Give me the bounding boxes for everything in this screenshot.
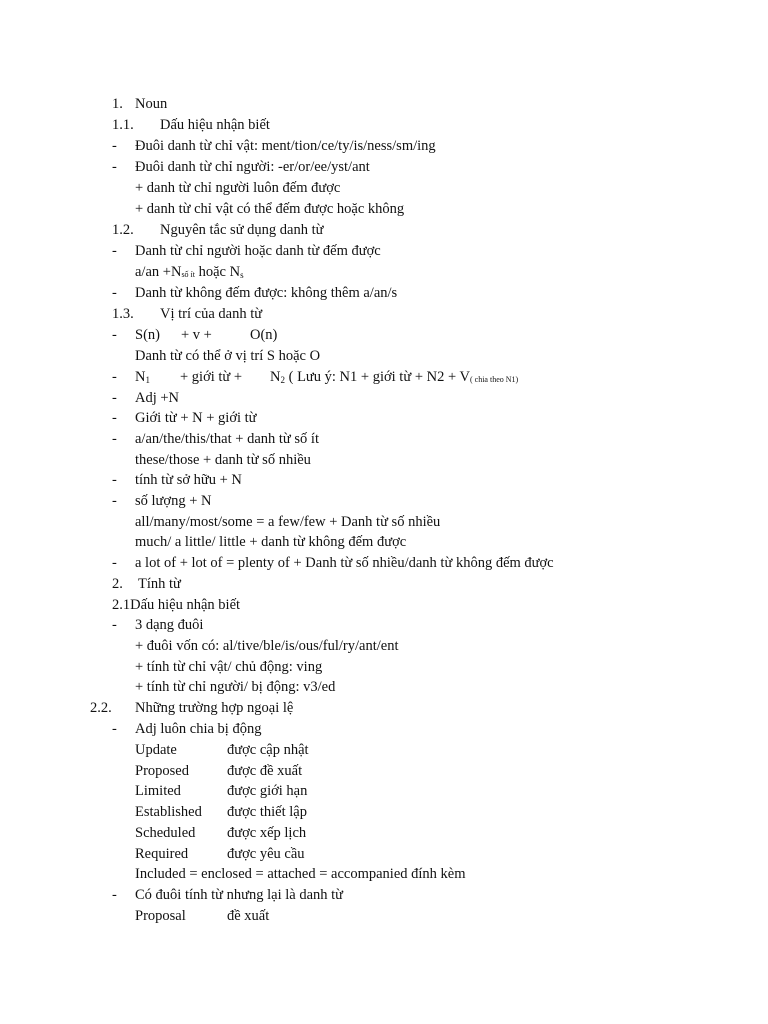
vocab-term: Limited xyxy=(135,783,181,799)
bullet-dash: - xyxy=(112,472,117,488)
bullet-item xyxy=(112,158,117,176)
paragraph-line xyxy=(135,263,244,284)
bullet-dash: - xyxy=(112,410,117,426)
bullet-text: Đuôi danh từ chỉ vật: ment/tion/ce/ty/is/ness/sm/ing xyxy=(135,138,436,154)
bullet-item xyxy=(112,242,117,260)
vocab-row xyxy=(135,845,305,863)
subscript: ( chia theo N1) xyxy=(469,375,519,384)
paragraph-line: these/those + danh từ số nhiều xyxy=(135,452,311,468)
heading-title: Vị trí của danh từ xyxy=(160,306,263,322)
subheading-2-1: 2.1Dấu hiệu nhận biết xyxy=(112,597,241,613)
vocab-row xyxy=(135,762,303,780)
heading-title: Những trường hợp ngoại lệ xyxy=(135,700,294,716)
bullet-text: Danh từ không đếm được: không thêm a/an/s xyxy=(135,285,398,301)
text-part: hoặc N xyxy=(195,264,241,280)
bullet-text: Danh từ chỉ người hoặc danh từ đếm được xyxy=(135,243,381,259)
paragraph-line: all/many/most/some = a few/few + Danh từ số nhiều xyxy=(135,514,441,530)
heading-title: Tính từ xyxy=(138,576,181,592)
vocab-row xyxy=(135,824,307,842)
heading-adjective xyxy=(112,575,181,593)
subscript: số ít xyxy=(181,270,195,279)
bullet-text: Có đuôi tính từ nhưng lại là danh từ xyxy=(135,887,344,903)
paragraph-line: + danh từ chỉ vật có thể đếm được hoặc không xyxy=(135,201,405,217)
bullet-item xyxy=(112,284,117,302)
bullet-text: Adj +N xyxy=(135,390,180,406)
bullet-item xyxy=(112,368,117,386)
paragraph-line: + tính từ chỉ vật/ chủ động: ving xyxy=(135,659,323,675)
vocab-meaning: được thiết lập xyxy=(227,804,307,820)
text-part: N xyxy=(135,369,146,385)
bullet-dash: - xyxy=(112,327,117,343)
text-part: a/an +N xyxy=(135,264,182,280)
bullet-dash: - xyxy=(112,721,117,737)
text-part: S(n) xyxy=(135,327,160,343)
bullet-item xyxy=(112,554,117,572)
subscript: 1 xyxy=(145,375,150,385)
bullet-dash: - xyxy=(112,555,117,571)
heading-number: 1.2. xyxy=(112,222,134,238)
subscript: s xyxy=(240,270,244,280)
bullet-item xyxy=(112,720,117,738)
vocab-meaning: đề xuất xyxy=(227,908,270,924)
bullet-item xyxy=(112,616,117,634)
vocab-meaning: được đề xuất xyxy=(227,763,303,779)
heading-number: 1. xyxy=(112,96,123,112)
paragraph-line: Danh từ có thể ở vị trí S hoặc O xyxy=(135,348,321,364)
vocab-term: Scheduled xyxy=(135,825,196,841)
subheading-1-1 xyxy=(112,116,270,134)
bullet-dash: - xyxy=(112,390,117,406)
text-part: N xyxy=(270,369,281,385)
bullet-item xyxy=(112,409,117,427)
bullet-text: số lượng + N xyxy=(135,493,212,509)
heading-title: Noun xyxy=(135,96,168,112)
bullet-item xyxy=(112,886,117,904)
subheading-1-3 xyxy=(112,305,263,323)
bullet-text: a/an/the/this/that + danh từ số ít xyxy=(135,431,319,447)
bullet-text: Đuôi danh từ chỉ người: -er/or/ee/yst/ant xyxy=(135,159,370,175)
bullet-text xyxy=(135,326,278,344)
paragraph-line: + tính từ chỉ người/ bị động: v3/ed xyxy=(135,679,336,695)
heading-number: 2. xyxy=(112,576,123,592)
vocab-term: Proposal xyxy=(135,908,186,924)
bullet-text: Adj luôn chia bị động xyxy=(135,721,262,737)
vocab-meaning: được cập nhật xyxy=(227,742,309,758)
bullet-dash: - xyxy=(112,887,117,903)
subheading-1-2 xyxy=(112,221,324,239)
bullet-dash: - xyxy=(112,493,117,509)
bullet-item xyxy=(112,471,117,489)
heading-title: Dấu hiệu nhận biết xyxy=(160,117,270,133)
bullet-dash: - xyxy=(112,138,117,154)
bullet-dash: - xyxy=(112,285,117,301)
paragraph-line: + đuôi vốn có: al/tive/ble/is/ous/ful/ry/ant/ent xyxy=(135,638,399,654)
paragraph-line: Included = enclosed = attached = accompanied đính kèm xyxy=(135,866,466,882)
vocab-row xyxy=(135,907,270,925)
bullet-item xyxy=(112,137,117,155)
text-part: ( Lưu ý: N1 + giới từ + N2 + V xyxy=(284,369,470,385)
paragraph-line: much/ a little/ little + danh từ không đếm được xyxy=(135,534,407,550)
vocab-meaning: được xếp lịch xyxy=(227,825,307,841)
bullet-dash: - xyxy=(112,617,117,633)
bullet-item xyxy=(112,389,117,407)
vocab-term: Required xyxy=(135,846,189,862)
heading-number: 1.1. xyxy=(112,117,134,133)
text-part: + giới từ + xyxy=(180,369,243,385)
heading-noun xyxy=(112,95,168,113)
heading-title: Nguyên tắc sử dụng danh từ xyxy=(160,222,324,238)
paragraph-line: + danh từ chỉ người luôn đếm được xyxy=(135,180,341,196)
bullet-dash: - xyxy=(112,159,117,175)
bullet-dash: - xyxy=(112,243,117,259)
bullet-text: Giới từ + N + giới từ xyxy=(135,410,257,426)
vocab-row xyxy=(135,803,307,821)
heading-number: 2.2. xyxy=(90,700,112,716)
bullet-text: a lot of + lot of = plenty of + Danh từ số nhiều/danh từ không đếm được xyxy=(135,555,554,571)
heading-number: 1.3. xyxy=(112,306,134,322)
bullet-text: tính từ sở hữu + N xyxy=(135,472,242,488)
bullet-item xyxy=(112,326,117,344)
bullet-text: 3 dạng đuôi xyxy=(135,617,204,633)
vocab-row xyxy=(135,741,309,759)
bullet-dash: - xyxy=(112,431,117,447)
bullet-item xyxy=(112,430,117,448)
bullet-item xyxy=(112,492,117,510)
vocab-row xyxy=(135,782,308,800)
subscript: 2 xyxy=(280,375,285,385)
subheading-2-2 xyxy=(90,699,294,717)
vocab-term: Proposed xyxy=(135,763,189,779)
vocab-meaning: được yêu cầu xyxy=(227,846,305,862)
vocab-term: Established xyxy=(135,804,202,820)
vocab-meaning: được giới hạn xyxy=(227,783,308,799)
bullet-text xyxy=(135,368,519,389)
text-part xyxy=(270,368,518,389)
vocab-term: Update xyxy=(135,742,177,758)
bullet-dash: - xyxy=(112,369,117,385)
text-part: + v + xyxy=(181,327,212,343)
text-part: O(n) xyxy=(250,327,278,343)
